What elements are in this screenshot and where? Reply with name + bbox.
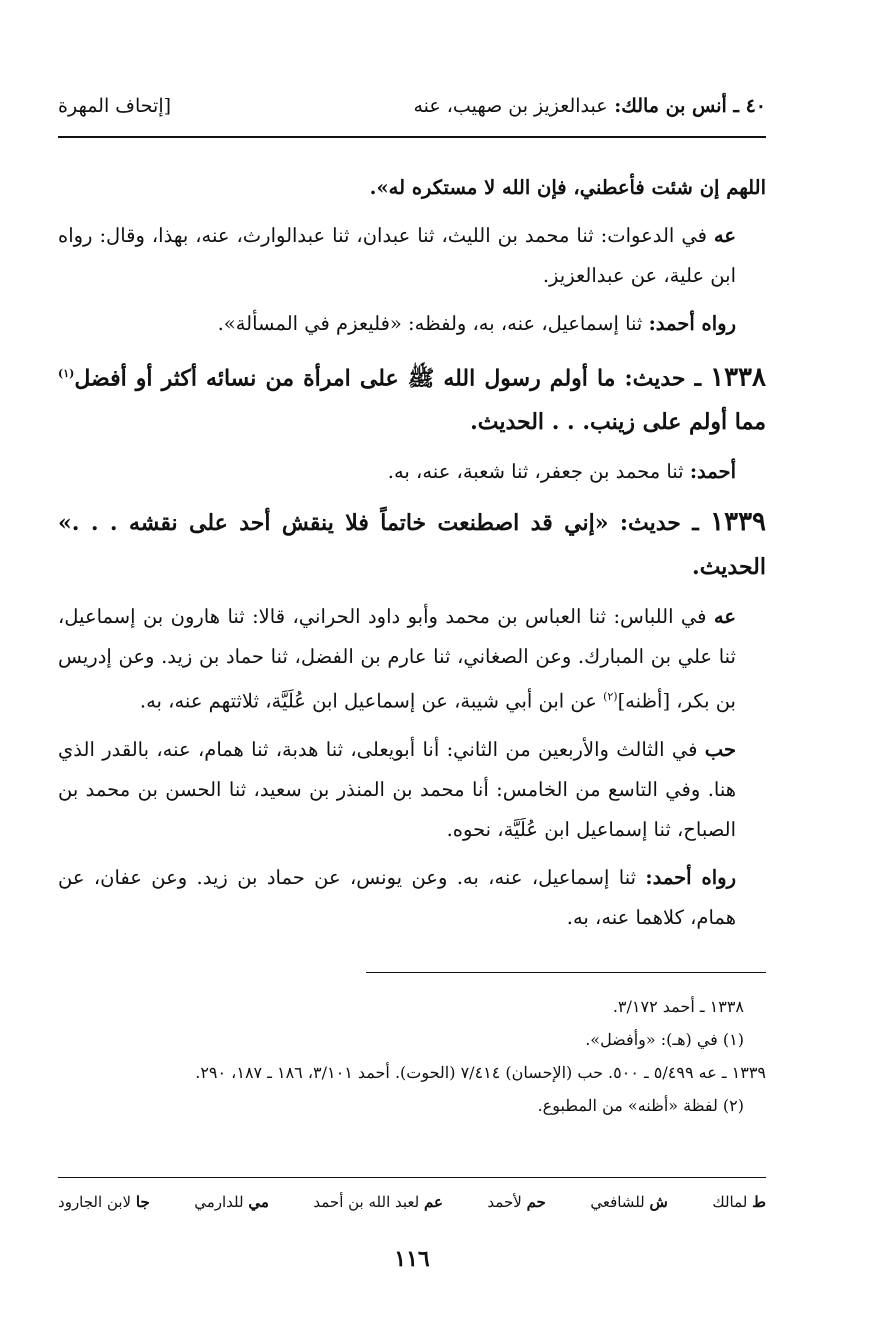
page-number: ١١٦ [394,1246,430,1272]
key-item: عم لعبد الله بن أحمد [313,1193,443,1211]
footnote-1338: ١٣٣٨ ـ أحمد ٣/١٧٢. [612,997,744,1016]
hadith-number: ١٣٣٨ [710,362,766,393]
main-text [58,168,766,946]
key-rule [58,1177,766,1178]
isnad-text: ثنا إسماعيل، عنه، به، ولفظه: «فليعزم في المسألة». [217,312,643,335]
hadith-number: ١٣٣٩ [710,507,766,538]
footnote-ref: (١) [58,367,75,380]
isnad-text: ثنا إسماعيل، عنه، به. وعن يونس، عن حماد بن زيد. وعن عفان، عن همام، كلاهما عنه، به. [58,865,736,929]
hadith-1339 [58,500,766,589]
key-item: ط لمالك [712,1193,766,1211]
key-item: مي للدارمي [194,1193,269,1211]
header-title [414,95,767,117]
isnad-text-cont: عن ابن أبي شيبة، عن إسماعيل ابن عُلَيَّة، ثلاثتهم عنه، به. [139,689,597,713]
paragraph-ibn-hibban [58,730,766,850]
paragraph-ahmad-1 [58,304,766,344]
hadith-text-cont: مما أولم على زينب. . . الحديث. [470,409,766,436]
footnote-1: (١) في (هـ): «وأفضل». [585,1030,744,1049]
footnotes [58,990,766,1122]
isnad-text: ثنا محمد بن جعفر، ثنا شعبة، عنه، به. [387,460,684,484]
header-page-ref: ٤٠ ـ [733,95,766,117]
paragraph-ahmad-2 [58,452,766,492]
isnad-text: في الثالث والأربعين من الثاني: أنا أبويعلى، ثنا هدبة، ثنا همام، عنه، بالقدر الذي هنا. وفي التاسع من الخامس: أنا محمد بن المنذر بن سعيد، ثنا الحسن بن محمد بن الصباح، ثنا إسماعيل ابن عُلَيَّة، نحوه. [58,737,736,841]
paragraph-ahmad-3 [58,858,766,938]
source-code: عه [713,605,736,629]
header-narrator: أنس بن مالك: [614,95,727,117]
footnote-2: (٢) لفظة «أظنه» من المطبوع. [537,1096,744,1115]
hadith-text: ـ حديث: «إني قد اصطنعت خاتماً فلا ينقش أحد على نقشه . . .» الحديث. [58,510,766,581]
source-lead: رواه أحمد: [645,865,736,889]
isnad-text: في اللباس: ثنا العباس بن محمد وأبو داود الحراني، قالا: ثنا هارون بن إسماعيل، ثنا علي بن المبارك. وعن الصغاني، ثنا عارم بن الفضل، ثنا حماد بن زيد. وعن إدريس بن بكر، [أظنه] [58,605,736,713]
source-lead: رواه أحمد: [648,312,736,335]
footnote-1339: ١٣٣٩ ـ عه ٥/٤٩٩ ـ ٥٠٠. حب (الإحسان) ٧/٤١٤ (الحوت). أحمد ٣/١٠١، ١٨٦ ـ ١٨٧، ٢٩٠. [195,1063,766,1082]
header-rule [58,136,766,138]
key-item: حم لأحمد [487,1193,546,1211]
key-item: ش للشافعي [590,1193,668,1211]
running-header [58,88,766,124]
paragraph-isnad-1 [58,216,766,296]
hadith-text: ـ حديث: ما أولم رسول الله ﷺ على امرأة من نسائه أكثر أو أفضل [74,365,702,392]
source-lead: أحمد: [689,460,736,484]
header-book-title: [إتحاف المهرة [58,95,172,117]
hadith-1338 [58,352,766,444]
header-subject: عبدالعزيز بن صهيب، عنه [413,95,608,117]
key-item: جا لابن الجارود [58,1193,150,1211]
source-code: حب [704,737,736,761]
footnote-rule [366,972,766,973]
paragraph-isnad-2 [58,597,766,722]
source-code: عه [713,224,736,247]
isnad-text: في الدعوات: ثنا محمد بن الليث، ثنا عبدان، ثنا عبدالوارث، عنه، بهذا، وقال: رواه ابن علية، عن عبدالعزيز. [58,224,736,287]
abbreviation-key [58,1193,766,1221]
paragraph-hadith-end: اللهم إن شئت فأعطني، فإن الله لا مستكره له». [369,176,766,199]
footnote-ref: (٢) [603,690,618,704]
